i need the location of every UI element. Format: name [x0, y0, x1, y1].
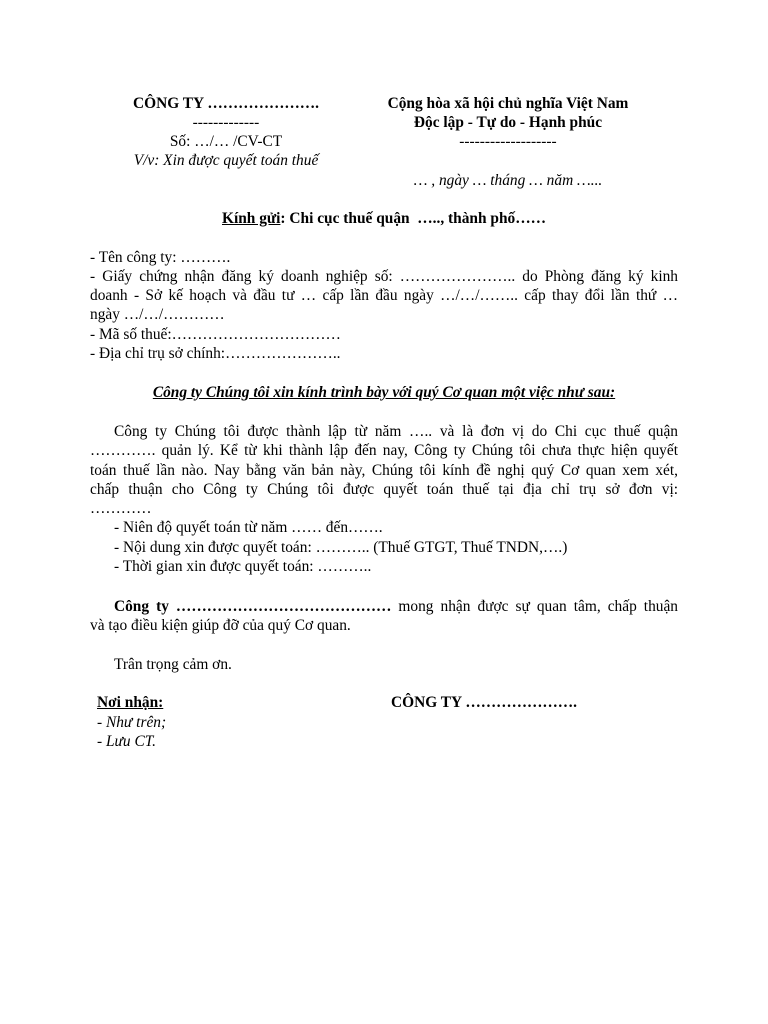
recipient-colon: :	[280, 210, 286, 227]
company-name-header: CÔNG TY ………………….	[133, 95, 319, 112]
closing-line-2: và tạo điều kiện giúp đỡ của quý Cơ quan.	[90, 617, 351, 634]
tax-code-line: - Mã số thuế:……………………………	[90, 326, 341, 343]
company-divider: -------------	[192, 114, 260, 131]
recipient-line	[90, 209, 678, 228]
closing-rest: mong nhận được sự quan tâm, chấp thuận	[391, 598, 678, 615]
recipient-value: Chi cục thuế quận ….., thành phố……	[285, 210, 546, 227]
company-name-line: - Tên công ty: ……….	[90, 249, 231, 266]
closing-line-1	[114, 597, 678, 616]
recipient-label: Kính gửi	[222, 210, 281, 227]
nation-divider: -------------------	[459, 133, 557, 150]
thanks-line: Trân trọng cảm ơn.	[114, 656, 232, 673]
recipients-label: Nơi nhận:	[97, 694, 164, 711]
body-para-line-2: …………. quản lý. Kể từ khi thành lập đến nay, Công ty Chúng tôi chưa thực hiện quyết	[90, 442, 678, 459]
intro-heading: Công ty Chúng tôi xin kính trình bày với quý Cơ quan một việc như sau:	[152, 384, 616, 401]
item-fiscal-year: - Niên độ quyết toán từ năm …… đến…….	[114, 519, 383, 536]
body-para-line-4: chấp thuận cho Công ty Chúng tôi được quyết toán thuế tại địa chỉ trụ sở đơn vị:	[90, 481, 678, 498]
recipient-item-1: - Như trên;	[97, 714, 167, 731]
signature-company: CÔNG TY ………………….	[391, 694, 577, 711]
item-content: - Nội dung xin được quyết toán: ……….. (Thuế GTGT, Thuế TNDN,….)	[114, 539, 568, 556]
address-line: - Địa chỉ trụ sở chính:…………………..	[90, 345, 341, 362]
document-number: Số: …/… /CV-CT	[169, 133, 283, 150]
body-para-line-5: …………	[90, 500, 152, 517]
business-cert-line-1: - Giấy chứng nhận đăng ký doanh nghiệp số: ………………….. do Phòng đăng ký kinh	[90, 268, 678, 285]
body-para-line-3: toán thuế lần nào. Nay bằng văn bản này, Chúng tôi kính đề nghị quý Cơ quan xem xét,	[90, 462, 678, 479]
business-cert-line-3: ngày …/…/…………	[90, 306, 225, 323]
national-motto: Độc lập - Tự do - Hạnh phúc	[413, 114, 603, 131]
date-line: … , ngày … tháng … năm …...	[413, 172, 603, 189]
recipient-item-2: - Lưu CT.	[97, 733, 156, 750]
item-time: - Thời gian xin được quyết toán: ………..	[114, 558, 372, 575]
body-para-line-1: Công ty Chúng tôi được thành lập từ năm ….. và là đơn vị do Chi cục thuế quận	[114, 423, 678, 440]
business-cert-line-2: doanh - Sở kế hoạch và đầu tư … cấp lần đầu ngày …/…/…….. cấp thay đổi lần thứ …	[90, 287, 678, 304]
document-subject: V/v: Xin được quyết toán thuế	[133, 152, 319, 169]
nation-title: Cộng hòa xã hội chủ nghĩa Việt Nam	[387, 95, 629, 112]
closing-company: Công ty ……………………………………	[114, 598, 392, 615]
